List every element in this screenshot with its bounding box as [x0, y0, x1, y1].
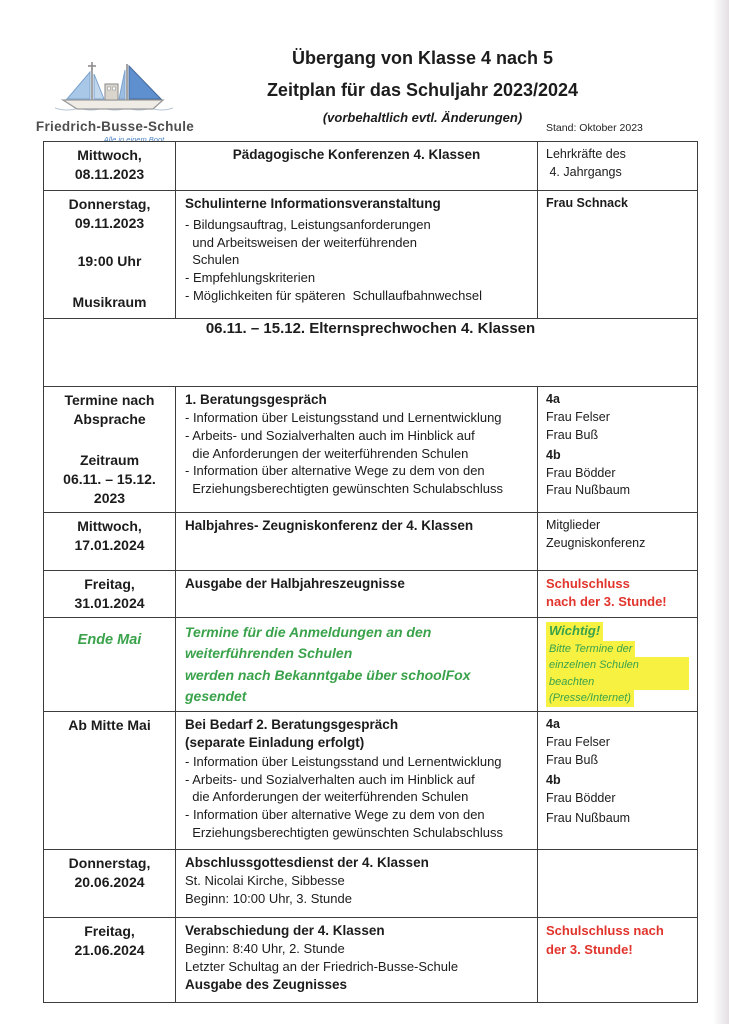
table-row — [44, 142, 698, 191]
schedule-cell-date: Mittwoch, 17.01.2024 — [44, 513, 176, 571]
page-subtitle: Zeitplan für das Schuljahr 2023/2024 — [266, 80, 579, 100]
table-row — [44, 618, 698, 712]
schedule-cell-responsible: 4a Frau Felser Frau Buß 4b Frau Bödder Frau Nußbaum — [538, 387, 698, 513]
schedule-cell-content: Pädagogische Konferenzen 4. Klassen — [176, 142, 538, 191]
schedule-cell-responsible: Mitglieder Zeugniskonferenz — [538, 513, 698, 571]
schedule-cell-date: Ab Mitte Mai — [44, 712, 176, 850]
table-row — [44, 850, 698, 918]
schedule-cell-content: Verabschiedung der 4. Klassen Beginn: 8:40 Uhr, 2. Stunde Letzter Schultag an der Friedrich-Busse-Schule Ausgabe des Zeugnisses — [176, 918, 538, 1003]
table-row — [44, 191, 698, 319]
schedule-cell-date: Donnerstag, 20.06.2024 — [44, 850, 176, 918]
schedule-cell-responsible — [538, 850, 698, 918]
schedule-table — [43, 141, 698, 1003]
schedule-cell-content: Schulinterne Informationsveranstaltung - Bildungsauftrag, Leistungsanforderungen und Arbeitsweisen der weiterführenden Schulen - Empfehlungskriterien - Möglichkeiten für späteren Schullaufbahnwechsel — [176, 191, 538, 319]
schedule-cell-responsible: Lehrkräfte des 4. Jahrgangs — [538, 142, 698, 191]
sailboat-icon — [26, 58, 204, 118]
scan-edge-shadow — [713, 0, 729, 1024]
schedule-cell-date: Mittwoch, 08.11.2023 — [44, 142, 176, 191]
schedule-cell-content: Ausgabe der Halbjahreszeugnisse — [176, 571, 538, 618]
schedule-cell-date: Freitag, 31.01.2024 — [44, 571, 176, 618]
schedule-cell-content: Abschlussgottesdienst der 4. Klassen St. Nicolai Kirche, Sibbesse Beginn: 10:00 Uhr, 3. Stunde — [176, 850, 538, 918]
schedule-span-row: 06.11. – 15.12. Elternsprechwochen 4. Klassen — [44, 319, 698, 387]
table-row — [44, 571, 698, 618]
table-row — [44, 712, 698, 850]
schedule-cell-date: Termine nach Absprache Zeitraum 06.11. – 15.12. 2023 — [44, 387, 176, 513]
school-motto: Alle in einem Boot — [103, 135, 165, 144]
school-name: Friedrich-Busse-Schule — [35, 119, 195, 134]
schedule-cell-content: 1. Beratungsgespräch - Information über Leistungsstand und Lernentwicklung - Arbeits- und Sozialverhalten auch im Hinblick auf die Anforderungen der weiterführenden Schulen - Information über alternative Wege zu dem von den Erziehungsberechtigten gewünschten Schulabschluss — [176, 387, 538, 513]
schedule-cell-responsible: Wichtig! Bitte Termine der einzelnen Schulen beachten (Presse/Internet) — [538, 618, 698, 712]
school-logo — [26, 58, 204, 144]
table-row — [44, 513, 698, 571]
schedule-cell-responsible: Frau Schnack — [538, 191, 698, 319]
document-header — [195, 48, 650, 125]
table-row-span — [44, 319, 698, 387]
table-row — [44, 918, 698, 1003]
revision-date: Stand: Oktober 2023 — [546, 122, 643, 134]
schedule-cell-content: Bei Bedarf 2. Beratungsgespräch (separate Einladung erfolgt) - Information über Leistungsstand und Lernentwicklung - Arbeits- und Sozialverhalten auch im Hinblick auf die Anforderungen der weiterführenden Schulen - Information über alternative Wege zu dem von den Erziehungsberechtigten gewünschten Schulabschluss — [176, 712, 538, 850]
schedule-cell-content: Halbjahres- Zeugniskonferenz der 4. Klassen — [176, 513, 538, 571]
schedule-cell-date: Donnerstag, 09.11.2023 19:00 Uhr Musikraum — [44, 191, 176, 319]
schedule-cell-responsible: 4a Frau Felser Frau Buß 4b Frau Bödder Frau Nußbaum — [538, 712, 698, 850]
table-row — [44, 387, 698, 513]
schedule-cell-responsible: Schulschluss nach der 3. Stunde! — [538, 571, 698, 618]
page-title: Übergang von Klasse 4 nach 5 — [291, 48, 554, 68]
schedule-cell-content: Termine für die Anmeldungen an den weiterführenden Schulen werden nach Bekanntgabe über schoolFox gesendet — [176, 618, 538, 712]
schedule-cell-responsible: Schulschluss nach der 3. Stunde! — [538, 918, 698, 1003]
schedule-cell-date: Ende Mai — [44, 618, 176, 712]
schedule-cell-date: Freitag, 21.06.2024 — [44, 918, 176, 1003]
disclaimer-note: (vorbehaltlich evtl. Änderungen) — [322, 110, 523, 125]
